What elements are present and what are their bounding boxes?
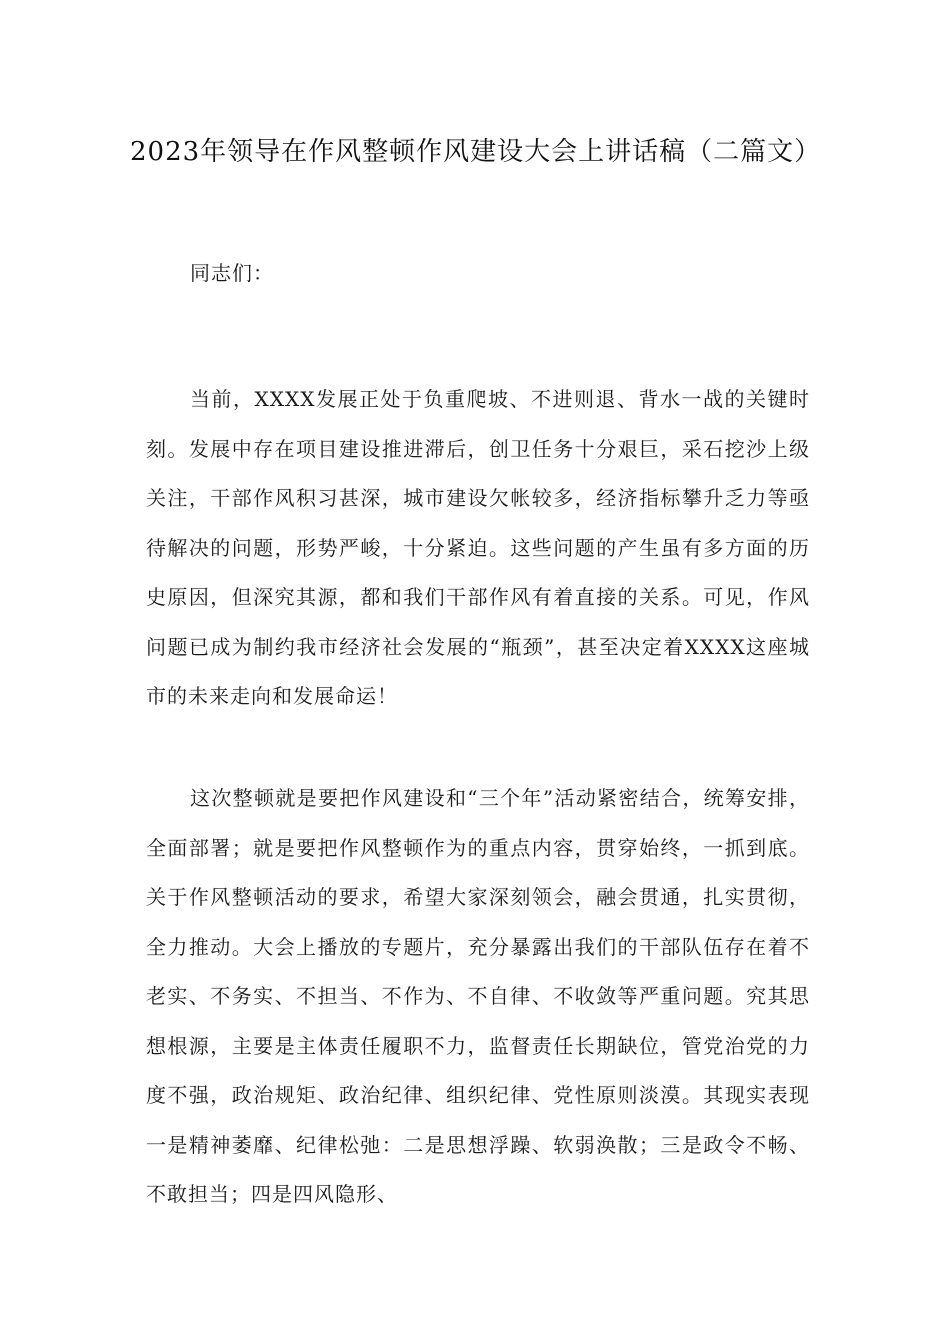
document-title: 2023年领导在作风整顿作风建设大会上讲话稿（二篇文）: [130, 137, 822, 167]
salutation: 同志们：: [190, 261, 274, 285]
paragraph-2: 这次整顿就是要把作风建设和“三个年”活动紧密结合，统筹安排，全面部署；就是要把作风整顿作为的重点内容，贯穿始终，一抓到底。关于作风整顿活动的要求，希望大家深刻领会，融会贯通，扎实贯彻，全力推动。大会上播放的专题片，充分暴露出我们的干部队伍存在着不老实、不务实、不担当、不作为、不自律、不收敛等严重问题。究其思想根源，主要是主体责任履职不力，监督责任长期缺位，管党治党的力度不强，政治规矩、政治纪律、组织纪律、党性原则淡漠。其现实表现一是精神萎靡、纪律松弛：二是思想浮躁、软弱涣散；三是政令不畅、不敢担当；四是四风隐形、: [146, 786, 810, 1206]
paragraph-1: 当前，XXXX发展正处于负重爬坡、不进则退、背水一战的关键时刻。发展中存在项目建设推进滞后，创卫任务十分艰巨，采石挖沙上级关注，干部作风积习甚深，城市建设欠帐较多，经济指标攀升乏力等亟待解决的问题，形势严峻，十分紧迫。这些问题的产生虽有多方面的历史原因，但深究其源，都和我们干部作风有着直接的关系。可见，作风问题已成为制约我市经济社会发展的“瓶颈”，甚至决定着XXXX这座城市的未来走向和发展命运！: [146, 387, 810, 708]
